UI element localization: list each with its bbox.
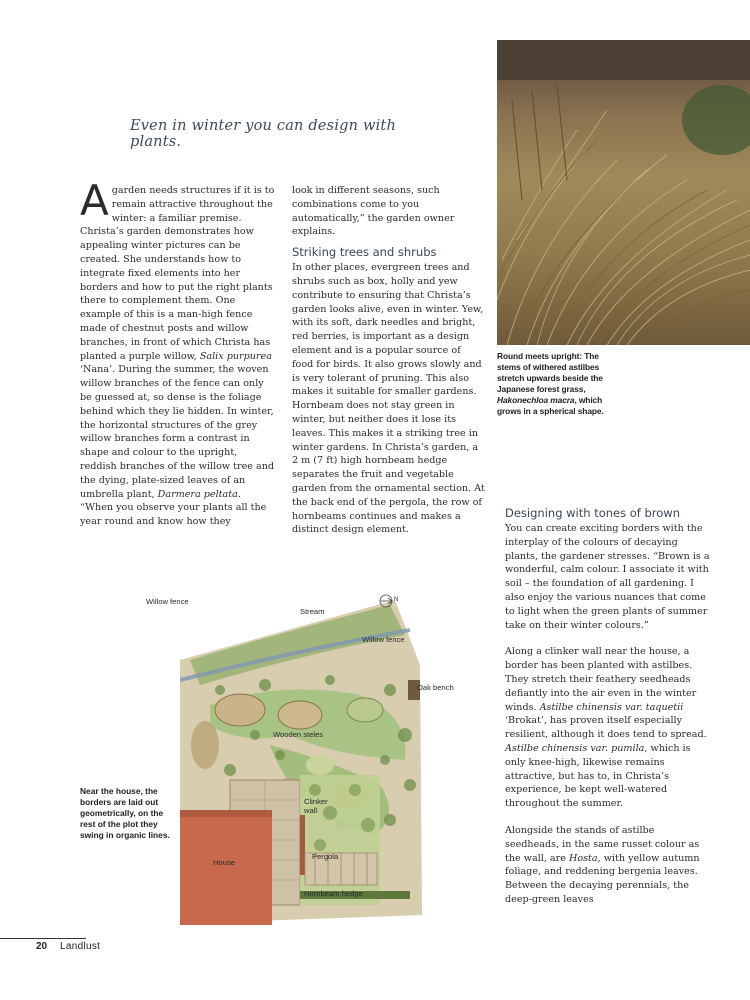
paragraph-continued: look in different seasons, such combinations come to you automatically,” the garden owner explains. (292, 185, 455, 238)
plan-caption: Near the house, the borders are laid out geometrically, on the rest of the plot they swing in organic lines. (80, 786, 170, 840)
label-wooden-steles: Wooden steles (273, 730, 324, 739)
paragraph-astilbe: Along a clinker wall near the house, a border has been planted with astilbes. They stretch their feathery seedheads defiantly into the air even in the winter winds. Astilbe chinensis var. taquetii ‘Brokat’, has proven itself especially resilient, although it does tend to spread. Astilbe chinensis var. pumila, which is only knee-high, likewise remains attractive, but has to, in Christa’s experience, be kept well-watered throughout the summer. (505, 646, 707, 810)
paragraph-evergreen: In other places, evergreen trees and shrubs such as box, holly and yew contribute to ensuring that Christa’s garden looks alive, even in winter. Yew, with its soft, dark needles and bright, red berries, is important as a design element and is a popular source of food for birds. It also grows slowly and is very tolerant of pruning. This also makes it suitable for smaller gardens. (292, 262, 484, 398)
page-number: 20 (36, 941, 48, 952)
label-willow-fence-east: Willow fence (362, 635, 405, 644)
article-column-1 (80, 176, 276, 529)
label-stream: Stream (300, 607, 325, 616)
label-pergola: Pergola (312, 852, 339, 861)
photo-caption: Round meets upright: The stems of withered astilbes stretch upwards beside the Japanese forest grass, Hakonechloa macra, which grows in a spherical shape. (497, 351, 604, 416)
grass-photo-art (497, 40, 750, 345)
label-north: N (394, 597, 399, 603)
article-column-2 (292, 184, 485, 537)
label-willow-fence-west: Willow fence (146, 597, 189, 606)
paragraph-hornbeam: Hornbeam does not stay green in winter, but neither does it lose its leaves. This makes it a striking tree in winter gardens. In Christa’s garden, a 2 m (7 ft) high hornbeam hedge separates the fruit and vegetable garden from the ornamental section. At the back end of the pergola, the row of hornbeams continues and makes a distinct design element. (292, 400, 485, 536)
label-clinker-wall: Clinker wall (304, 797, 328, 815)
paragraph-brown: You can create exciting borders with the interplay of the colours of decaying plants, the gardener stresses. “Brown is a wonderful, calm colour. I associate it with soil – the foundation of all gardening. I also enjoy the various nuances that come to light when the green plants of summer take on their winter colours.” (505, 523, 710, 631)
grass-photo (497, 40, 750, 345)
tagline: Even in winter you can design with plants. (130, 118, 396, 150)
paragraph-intro: A garden needs structures if it is to remain attractive throughout the winter: a familiar premise. Christa’s garden demonstrates how appealing winter pictures can be created. She understands how to integrate fixed elements into her borders and how to put the right plants there to complement them. One example of this is a man-high fence made of chestnut posts and willow branches, in front of which Christa has planted a purple willow, Salix purpurea ‘Nana’. During the summer, the woven willow branches of the fence can only be guessed at, so dense is the foliage behind which they lie hidden. In winter, the horizontal structures of the grey willow branches form a contrast in shape and colour to the upright, reddish branches of the willow tree and the dying, plate-sized leaves of an umbrella plant, Darmera peltata. “When you observe your plants all the year round and know how they (80, 176, 275, 528)
paragraph-hosta: Alongside the stands of astilbe seedheads, in the same russet colour as the wall, are Hosta, with yellow autumn foliage, and reddening bergenia leaves. Between the decaying perennials, the deep-green leaves (505, 824, 700, 905)
magazine-logo: Landlust (60, 941, 101, 952)
footer-rule (0, 938, 86, 939)
subhead-brown: Designing with tones of brown (505, 506, 680, 520)
article-column-3 (505, 506, 710, 907)
drop-cap: A (80, 176, 109, 225)
label-house: House (213, 858, 235, 867)
subhead-trees: Striking trees and shrubs (292, 245, 437, 260)
label-oak-bench: Oak bench (417, 683, 454, 692)
label-hornbeam-hedge: Hornbeam hedge (304, 889, 363, 898)
garden-plan (146, 585, 454, 925)
